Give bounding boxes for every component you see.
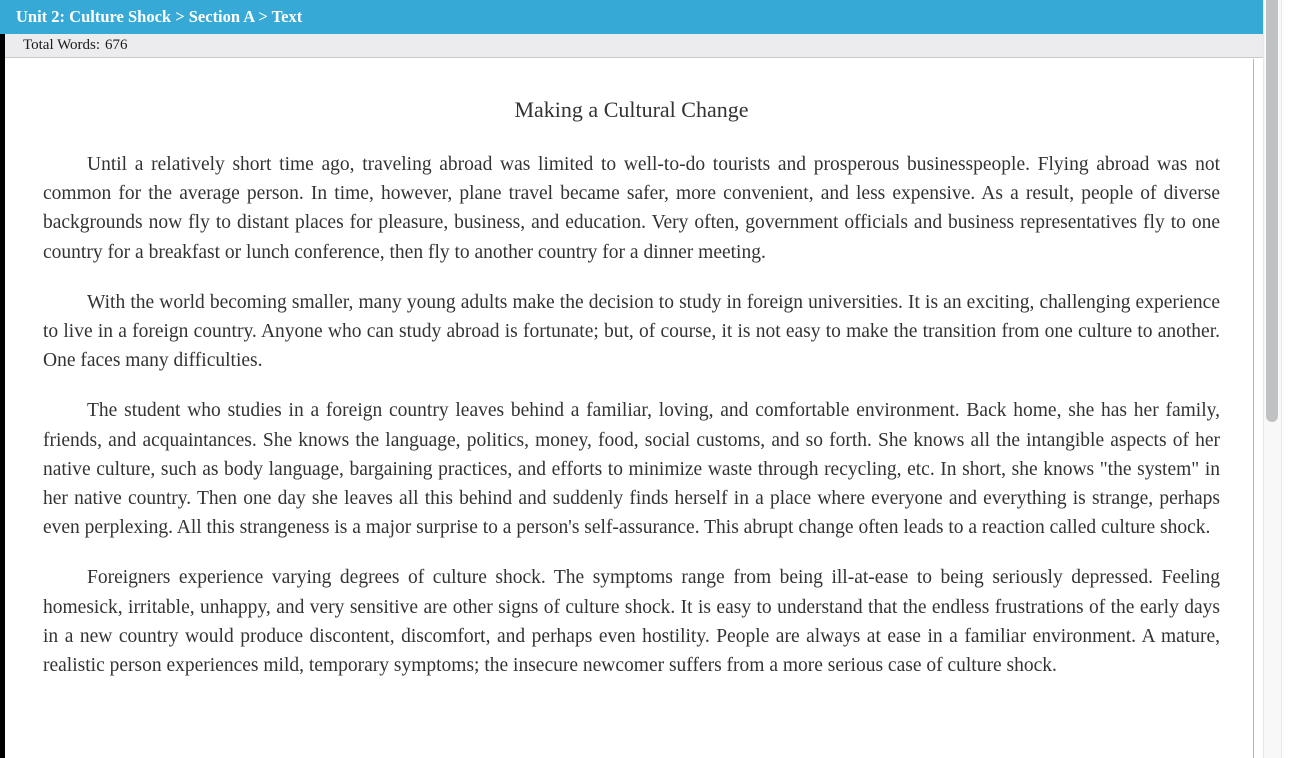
- vertical-scrollbar[interactable]: [1263, 0, 1282, 758]
- word-count-bar: [5, 34, 1264, 58]
- reading-panel: [5, 59, 1254, 758]
- scrollbar-thumb[interactable]: [1266, 0, 1278, 422]
- word-count-value: 676: [105, 37, 128, 53]
- word-count-label: Total Words:: [23, 37, 101, 53]
- paragraph: Until a relatively short time ago, traveling abroad was limited to well-to-do tourists and prosperous businesspeople. Flying abroad was not common for the average person. In time, however, plane travel became safer, more convenient, and less expensive. As a result, people of diverse backgrounds now fly to distant places for pleasure, business, and education. Very often, government officials and business representatives fly to one country for a breakfast or lunch conference, then fly to another country for a dinner meeting.: [43, 154, 1220, 263]
- passage-body: [43, 150, 1220, 680]
- paragraph: Foreigners experience varying degrees of culture shock. The symptoms range from being ill-at-ease to being seriously depressed. Feeling homesick, irritable, unhappy, and very sensitive are other signs of culture shock. It is easy to understand that the endless frustrations of the early days in a new country would produce discontent, discomfort, and perhaps even hostility. People are always at ease in a familiar environment. A mature, realistic person experiences mild, temporary symptoms; the insecure newcomer suffers from a more serious case of culture shock.: [43, 567, 1220, 677]
- paragraph: The student who studies in a foreign country leaves behind a familiar, loving, and comfortable environment. Back home, she has her family, friends, and acquaintances. She knows the language, politics, money, food, social customs, and so forth. She knows all the intangible aspects of her native culture, such as body language, bargaining practices, and efforts to minimize waste through recycling, etc. In short, she knows "the system" in her native country. Then one day she leaves all this behind and suddenly finds herself in a place where everyone and everything is strange, perhaps even perplexing. All this strangeness is a major surprise to a person's self-assurance. This abrupt change often leads to a reaction called culture shock.: [43, 400, 1220, 539]
- breadcrumb[interactable]: Unit 2: Culture Shock > Section A > Text: [0, 0, 1264, 34]
- paragraph: With the world becoming smaller, many young adults make the decision to study in foreign universities. It is an exciting, challenging experience to live in a foreign country. Anyone who can study abroad is fortunate; but, of course, it is not easy to make the transition from one culture to another. One faces many difficulties.: [43, 291, 1220, 372]
- page-title: Making a Cultural Change: [514, 97, 749, 122]
